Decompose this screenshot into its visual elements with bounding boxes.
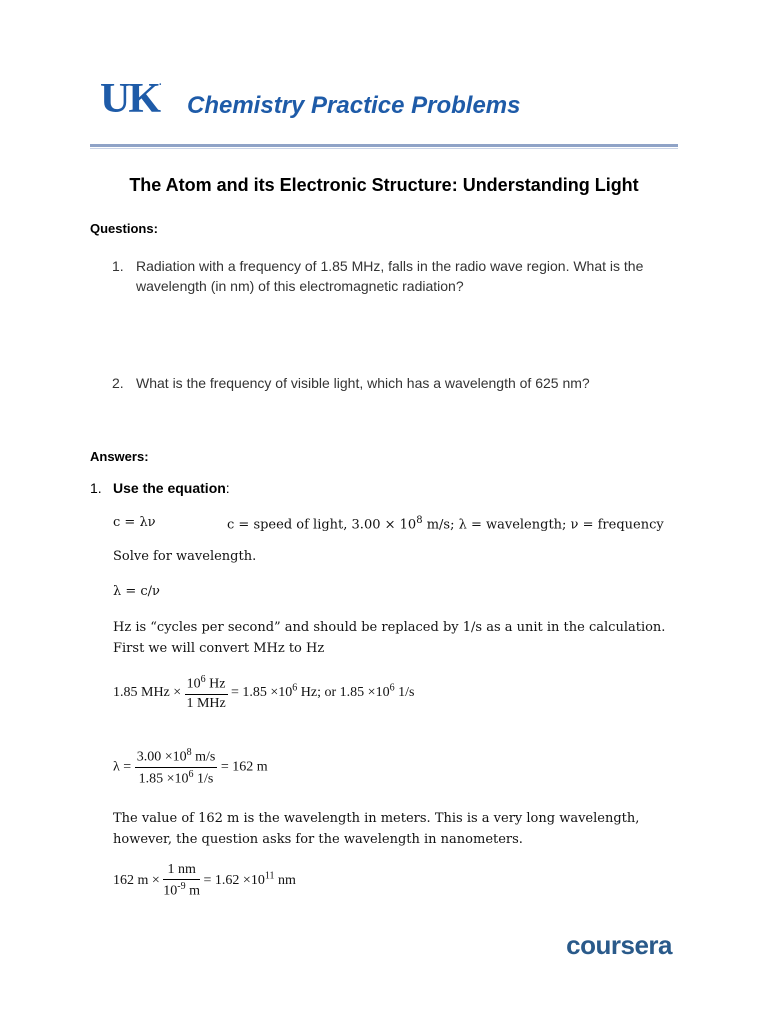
answer-1-lead-bold: Use the equation: [113, 480, 226, 496]
questions-label: Questions:: [90, 221, 158, 236]
mhz-conversion-right-exp: 6: [292, 682, 298, 694]
lambda-calculation-denominator: [135, 768, 218, 788]
nm-conversion-right-exp: 11: [264, 870, 275, 882]
mhz-conversion-right-mid: Hz; or 1.85 ×10: [297, 685, 390, 701]
mhz-conversion-right-pre: = 1.85 ×10: [231, 685, 293, 701]
header-rule-shadow: [90, 148, 678, 149]
lambda-calculation: [113, 747, 268, 787]
question-2-number: 2.: [112, 375, 124, 391]
mhz-conversion-denominator: 1 MHz: [186, 695, 226, 711]
document-title: The Atom and its Electronic Structure: Understanding Light: [129, 175, 639, 195]
lambda-den-pre: 1.85 ×10: [138, 771, 189, 787]
answer-1-lead-colon: :: [225, 480, 230, 496]
lambda-den-exp: 6: [188, 768, 194, 780]
equation-definition-post: m/s; λ = wavelength; ν = frequency: [422, 517, 664, 533]
equation-left: c = λν: [113, 515, 156, 530]
lambda-num-post: m/s: [191, 749, 216, 765]
lambda-calculation-right: = 162 m: [220, 759, 268, 775]
mhz-conversion-numerator: [185, 674, 228, 695]
nm-den-exp: -9: [177, 881, 186, 892]
equation-definition: [227, 515, 664, 532]
lambda-num-pre: 3.00 ×10: [136, 749, 187, 765]
mhz-conversion-left: 1.85 MHz ×: [113, 685, 182, 701]
mhz-conversion-right-exp2: 6: [389, 682, 395, 694]
lambda-equation: λ = c/ν: [113, 584, 160, 599]
question-2-text: What is the frequency of visible light, which has a wavelength of 625 nm?: [136, 375, 590, 391]
nm-conversion-denominator: [163, 880, 200, 900]
answer-1-number: 1.: [90, 480, 102, 496]
mhz-conversion-num-unit: Hz: [205, 676, 226, 692]
mhz-conversion-right-post: 1/s: [394, 685, 415, 701]
mhz-conversion-num-base: 10: [186, 676, 201, 692]
mhz-conversion-num-exp: 6: [200, 674, 206, 685]
mhz-conversion: [113, 674, 414, 712]
nm-conversion-left: 162 m ×: [113, 873, 160, 889]
nm-conversion-numerator: 1 nm: [163, 862, 200, 880]
uk-logo-text: UK: [100, 76, 159, 122]
nm-conversion-right-pre: = 1.62 ×10: [203, 873, 265, 889]
uk-logo-mark: .: [159, 77, 162, 88]
uk-logo: [100, 78, 162, 120]
lambda-calculation-fraction: [135, 747, 218, 787]
solve-line: Solve for wavelength.: [113, 549, 257, 564]
equation-definition-pre: c = speed of light, 3.00 × 10: [227, 517, 417, 533]
nm-conversion: [113, 862, 296, 900]
value-note: The value of 162 m is the wavelength in meters. This is a very long wavelength, however, the question asks for the wavelength in nanometers.: [113, 811, 640, 847]
equation-definition-exp: 8: [416, 515, 423, 526]
mhz-conversion-fraction: [185, 674, 228, 712]
hz-note: Hz is “cycles per second” and should be replaced by 1/s as a unit in the calculation. First we will convert MHz to Hz: [113, 620, 666, 656]
coursera-logo: coursera: [566, 930, 672, 960]
nm-conversion-fraction: [163, 862, 200, 900]
nm-den-post: m: [185, 883, 201, 899]
nm-conversion-right-post: nm: [274, 873, 296, 889]
question-1-number: 1.: [112, 258, 124, 274]
nm-den-pre: 10: [163, 883, 178, 899]
lambda-calculation-left: λ =: [113, 759, 132, 775]
header-title: Chemistry Practice Problems: [187, 92, 521, 119]
lambda-den-post: 1/s: [193, 771, 214, 787]
header-rule: [90, 144, 678, 147]
answer-1-lead: [113, 480, 230, 496]
lambda-num-exp: 8: [186, 747, 192, 758]
answers-label: Answers:: [90, 449, 149, 464]
question-1-text: Radiation with a frequency of 1.85 MHz, falls in the radio wave region. What is the wavelength (in nm) of this electromagnetic radiation?: [136, 258, 644, 294]
lambda-calculation-numerator: [135, 747, 218, 768]
